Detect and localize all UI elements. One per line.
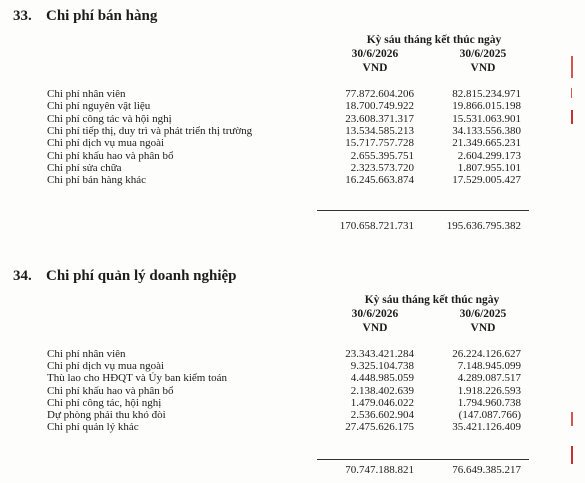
total-2026: 170.658.721.731 [339,220,414,232]
value-2026: 27.475.626.175 [345,421,414,434]
table-row [0,150,585,163]
table-row [0,137,585,150]
column-2-date: 30/6/2025 [459,308,507,320]
period-label: Kỳ sáu tháng kết thúc ngày [366,34,502,46]
column-1-currency: VND [362,62,388,74]
value-2025: (147.087.766) [458,409,521,421]
table-row [0,385,585,398]
value-2025: 1.794.960.738 [457,396,521,409]
row-label: Dự phòng phải thu khó đòi [47,409,166,421]
value-2026: 9.325.104.738 [350,360,414,373]
row-label: Chi phí khấu hao và phân bổ [47,149,174,162]
row-label: Chi phí dịch vụ mua ngoài [47,137,165,150]
table-row [0,409,585,422]
row-label: Chi phí nguyên vật liệu [47,100,151,113]
column-1-date: 30/6/2026 [351,48,399,60]
row-label: Chi phí nhân viên [47,88,126,100]
table-row [0,372,585,385]
value-2025: 2.604.299.173 [457,149,521,162]
section-34-heading [13,268,237,285]
value-2026: 23.343.421.284 [345,348,414,360]
table-row [0,100,585,113]
section-title: Chi phí quản lý doanh nghiệp [46,268,237,284]
value-2026: 4.448.985.059 [350,372,414,385]
value-2025: 1.807.955.101 [457,161,521,174]
total-rule-2 [317,459,529,460]
row-label: Chi phí khấu hao và phân bổ [47,384,174,397]
value-2026: 2.323.573.720 [350,161,414,174]
row-label: Chi phí sửa chữa [47,161,122,174]
table-row [0,397,585,410]
column-1-date: 30/6/2026 [351,308,399,320]
section-title: Chi phí bán hàng [46,8,158,24]
table-row [0,421,585,434]
column-2-currency: VND [470,322,496,334]
value-2026: 2.536.602.904 [350,409,414,421]
value-2026: 13.534.585.213 [345,124,414,137]
table-row [0,88,585,101]
value-2026: 15.717.757.728 [345,137,414,150]
table-row [0,348,585,361]
value-2025: 26.224.126.627 [452,348,521,360]
value-2026: 23.608.371.317 [345,112,414,125]
table-row [0,125,585,138]
total-2025: 76.649.385.217 [452,464,521,476]
period-label: Kỳ sáu tháng kết thúc ngày [364,294,500,306]
value-2025: 7.148.945.099 [457,360,521,373]
column-2-currency: VND [470,62,496,74]
value-2025: 19.866.015.198 [452,100,521,113]
value-2026: 18.700.749.922 [345,100,414,113]
row-label: Chi phí công tác, hội nghị [47,396,162,409]
row-label: Chi phí công tác và hội nghị [47,112,172,125]
value-2025: 82.815.234.971 [452,88,521,100]
value-2025: 4.289.087.517 [457,372,521,385]
table-row [0,162,585,175]
value-2025: 34.133.556.380 [452,124,521,137]
value-2025: 35.421.126.409 [452,421,521,434]
row-label: Thù lao cho HĐQT và Ủy ban kiểm toán [47,372,228,385]
row-label: Chi phí bán hàng khác [47,174,146,187]
adjacent-page-edge [571,52,585,162]
row-label: Chi phí nhân viên [47,348,126,360]
total-2025: 195.636.795.382 [446,220,521,232]
value-2025: 1.918.226.593 [457,384,521,397]
total-2026: 70.747.188.821 [345,464,414,476]
value-2026: 16.245.663.874 [345,174,414,187]
row-label: Chi phí quản lý khác [47,421,139,434]
column-1-currency: VND [362,322,388,334]
value-2026: 1.479.046.022 [350,396,414,409]
column-2-date: 30/6/2025 [459,48,507,60]
value-2025: 21.349.665.231 [452,137,521,150]
total-rule-1 [317,210,529,211]
table-row [0,360,585,373]
row-label: Chi phí dịch vụ mua ngoài [47,360,165,373]
value-2025: 17.529.005.427 [452,174,521,187]
section-33-heading [13,8,157,25]
value-2026: 2.655.395.751 [350,149,414,162]
table-row [0,174,585,187]
section-number: 34. [13,268,32,284]
table-row [0,113,585,126]
adjacent-page-edge-lower [571,410,585,480]
value-2026: 77.872.604.206 [345,88,414,100]
section-number: 33. [13,8,32,24]
value-2026: 2.138.402.639 [350,384,414,397]
row-label: Chi phí tiếp thị, duy trì và phát triển thị trường [47,124,253,137]
value-2025: 15.531.063.901 [452,112,521,125]
